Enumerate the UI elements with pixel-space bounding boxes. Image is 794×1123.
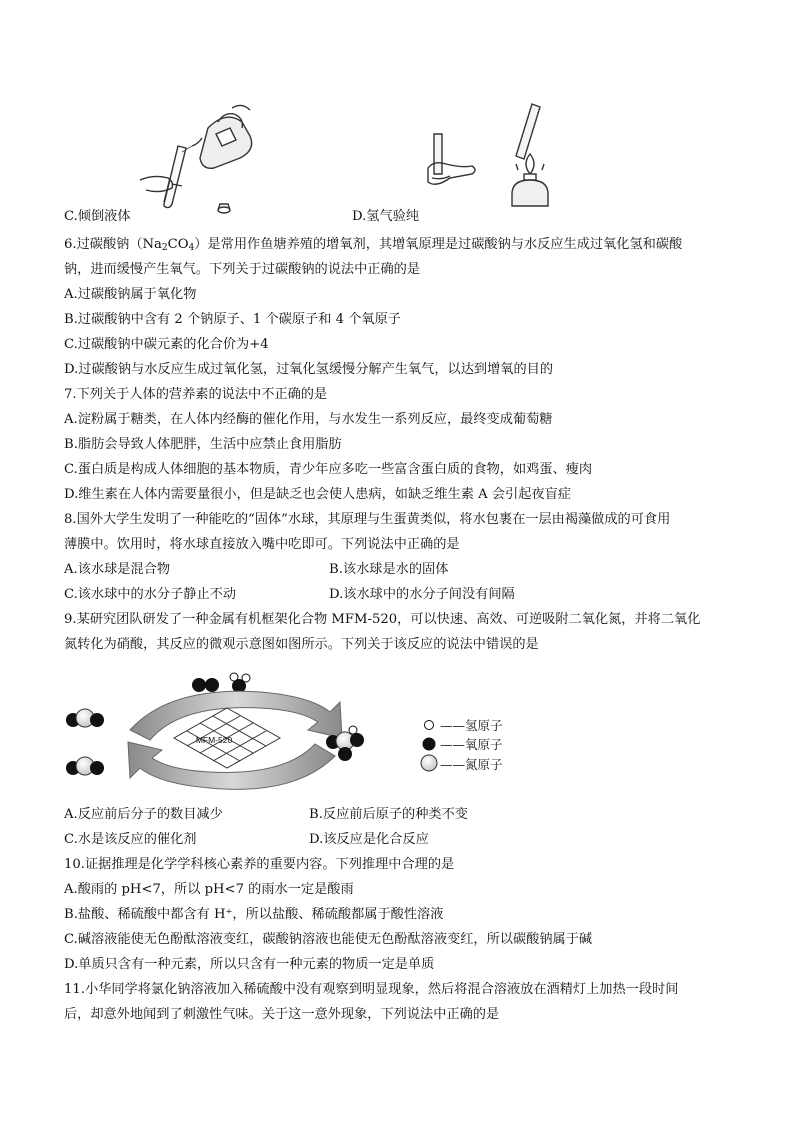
- legend-hydrogen-label: ——氢原子: [440, 718, 503, 733]
- q6-option-a: A.过碳酸钠属于氧化物: [64, 287, 197, 302]
- q8-stem-line2: 薄膜中。饮用时，将水球直接放入嘴中吃即可。下列说法中正确的是: [64, 537, 460, 552]
- q8-option-d: D.该水球中的水分子间没有间隔: [329, 587, 515, 602]
- hydrogen-atom-symbol: [425, 721, 434, 730]
- pouring-liquid-illustration: [120, 98, 270, 218]
- q7-option-a: A.淀粉属于糖类，在人体内经酶的催化作用，与水发生一系列反应，最终变成葡萄糖: [64, 412, 553, 427]
- q8-option-c: C.该水球中的水分子静止不动: [64, 587, 237, 602]
- q9-option-a: A.反应前后分子的数目减少: [64, 807, 223, 822]
- q6-option-d: D.过碳酸钠与水反应生成过氧化氢，过氧化氢缓慢分解产生氧气，以达到增氧的目的: [64, 362, 554, 377]
- q6-stem-line2: 钠，进而缓慢产生氧气。下列关于过碳酸钠的说法中正确的是: [64, 262, 421, 277]
- q9-stem-line1: 9.某研究团队研发了一种金属有机框架化合物 MFM-520，可以快速、高效、可逆吸附二氧化氮，并将二氧化: [64, 612, 701, 627]
- oxygen-molecule: [192, 678, 219, 692]
- legend-symbols: [418, 716, 442, 772]
- q9-stem-line2: 氮转化为硝酸，其反应的微观示意图如图所示。下列关于该反应的说法中错误的是: [64, 637, 539, 652]
- q8-option-a: A.该水球是混合物: [64, 562, 171, 577]
- q11-stem-line1: 11.小华同学将氯化钠溶液加入稀硫酸中没有观察到明显现象，然后将混合溶液放在酒精灯上加热一段时间: [64, 982, 679, 997]
- nitrogen-dioxide-molecule: [66, 709, 104, 727]
- hydrogen-purity-test-illustration: [420, 98, 570, 218]
- q10-option-c: C.碱溶液能使无色酚酞溶液变红，碳酸钠溶液也能使无色酚酞溶液变红，所以碳酸钠属于碱: [64, 932, 593, 947]
- mfm-520-label: MFM-520: [195, 735, 233, 745]
- q6-option-b: B.过碳酸钠中含有 2 个钠原子、1 个碳原子和 4 个氧原子: [64, 312, 401, 327]
- nitrogen-atom-symbol: [421, 755, 437, 771]
- q8-stem-line1: 8.国外大学生发明了一种能吃的“固体”水球，其原理与生蛋黄类似，将水包裹在一层由褐藻做成的可食用: [64, 512, 671, 527]
- q9-option-c: C.水是该反应的催化剂: [64, 832, 197, 847]
- q7-option-c: C.蛋白质是构成人体细胞的基本物质，青少年应多吃一些富含蛋白质的食物，如鸡蛋、瘦肉: [64, 462, 593, 477]
- legend-nitrogen-label: ——氮原子: [440, 757, 503, 772]
- oxygen-atom-symbol: [423, 738, 436, 751]
- q7-option-b: B.脂肪会导致人体肥胖，生活中应禁止食用脂肪: [64, 437, 342, 452]
- q9-option-b: B.反应前后原子的种类不变: [309, 807, 468, 822]
- option-c-pouring-liquid: C.倾倒液体: [64, 209, 131, 224]
- q7-option-d: D.维生素在人体内需要量很小，但是缺乏也会使人患病，如缺乏维生素 A 会引起夜盲症: [64, 487, 571, 502]
- water-molecule: [230, 673, 250, 693]
- q6-option-c: C.过碳酸钠中碳元素的化合价为+4: [64, 337, 269, 352]
- q10-option-b: B.盐酸、稀硫酸中都含有 H⁺，所以盐酸、稀硫酸都属于酸性溶液: [64, 907, 444, 922]
- q6-stem-line1: 6.过碳酸钠$(Na_2CO_4)$是常用作鱼塘养殖的增氧剂，其增氧原理是过碳酸钠与水反应生成过氧化氢和碳酸: [64, 237, 683, 253]
- nitrogen-dioxide-molecule: [66, 757, 104, 775]
- q10-option-a: A.酸雨的 pH<7，所以 pH<7 的雨水一定是酸雨: [64, 882, 354, 897]
- q10-option-d: D.单质只含有一种元素，所以只含有一种元素的物质一定是单质: [64, 957, 435, 972]
- q8-option-b: B.该水球是水的固体: [329, 562, 449, 577]
- reaction-micro-diagram: [60, 668, 460, 798]
- q10-stem: 10.证据推理是化学学科核心素养的重要内容。下列推理中合理的是: [64, 857, 455, 872]
- q7-stem: 7.下列关于人体的营养素的说法中不正确的是: [64, 387, 328, 402]
- legend-oxygen-label: ——氧原子: [440, 737, 503, 752]
- q9-option-d: D.该反应是化合反应: [309, 832, 429, 847]
- q11-stem-line2: 后，却意外地闻到了刺激性气味。关于这一意外现象，下列说法中正确的是: [64, 1007, 500, 1022]
- option-d-hydrogen-purity: D.氢气验纯: [352, 209, 420, 224]
